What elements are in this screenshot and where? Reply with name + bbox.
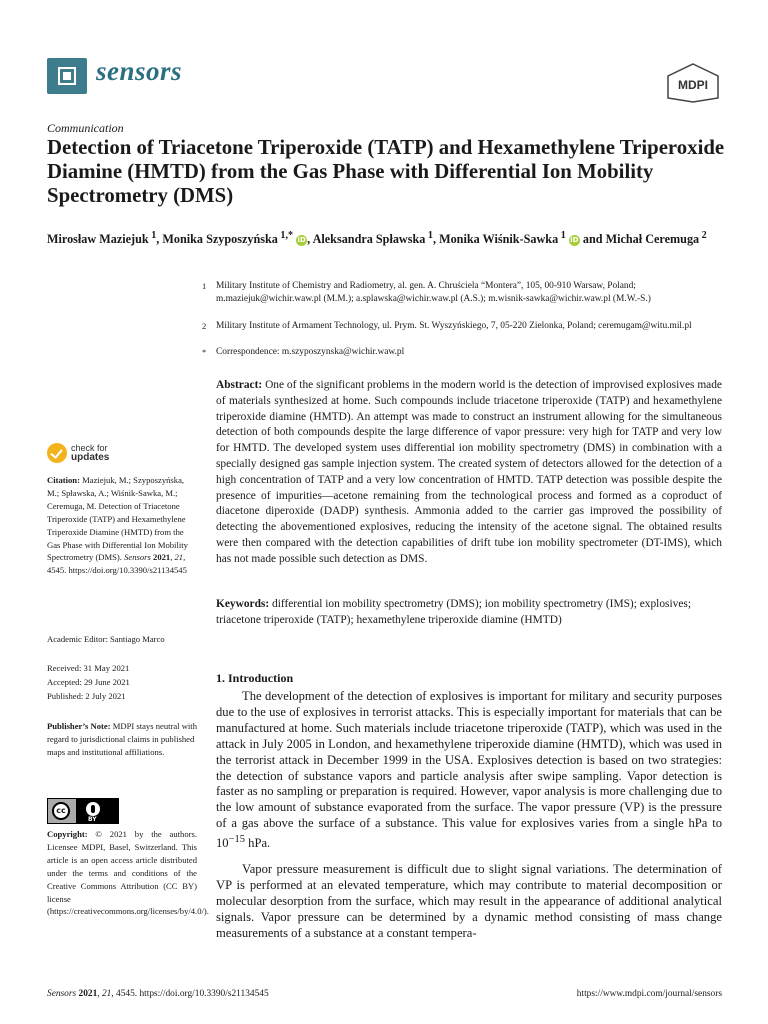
journal-logo (47, 58, 87, 94)
publisher-logo (666, 63, 720, 103)
accepted-date: Accepted: 29 June 2021 (47, 677, 130, 687)
intro-p1-unit: hPa. (245, 836, 271, 851)
chip-icon (58, 67, 76, 85)
citation-block: Citation: Maziejuk, M.; Szyposzyńska, M.; Spławska, A.; Wiśnik-Sawka, M.; Ceremuga, M. Detection of Triacetone Triperoxide (TATP) and Hexamethylene Triperoxide Diamine (HMTD) from the Gas Phase with Differential Ion Mobility Spectrometry (DMS). Sensors 2021, 21, 4545. https://doi.org/10.3390/s21134545 (47, 475, 188, 576)
cc-icon: cc (52, 802, 70, 820)
affiliation-text: Military Institute of Chemistry and Radiometry, al. gen. A. Chruściela “Montera”, 105, 00-910 Warsaw, Poland; m.maziejuk@wichir.waw.pl (M.M.); a.splawska@wichir.waw.pl (A.S.); m.wisnik-sawka@wichir.waw.pl (M.W.-S.) (216, 281, 651, 304)
keywords (216, 597, 722, 629)
citation-volume: 21 (174, 552, 184, 563)
citation-year: 2021 (153, 552, 171, 563)
article-type: Communication (47, 121, 124, 135)
affiliation-text: Military Institute of Armament Technology, ul. Prym. St. Wyszyńskiego, 7, 05-220 Zielonka, Poland; ceremugam@witu.mil.pl (216, 321, 692, 331)
copyright-text: © 2021 by the authors. Licensee MDPI, Basel, Switzerland. This article is an open access article distributed under the terms and conditions of the Creative Commons Attribution (CC BY) license (https://creativecommons.org/licenses/by/4.0/). (47, 829, 209, 917)
article-title: Detection of Triacetone Triperoxide (TATP) and Hexamethylene Triperoxide Diamine (HMTD) from the Gas Phase with Differential Ion Mobility Spectrometry (DMS) (47, 136, 725, 207)
by-label: BY (88, 816, 97, 823)
footer-citation: Sensors 2021, 21, 4545. https://doi.org/10.3390/s21134545 (47, 989, 269, 999)
abstract (216, 378, 722, 568)
author-affiliation-mark: 1 (558, 230, 566, 241)
exponent: −15 (228, 834, 246, 846)
section-heading: 1. Introduction (216, 671, 294, 685)
author-separator: , (307, 232, 313, 247)
cc-by-license-badge[interactable] (47, 798, 119, 824)
author-affiliation-mark: 1 (148, 230, 157, 241)
copyright-label: Copyright: (47, 829, 88, 839)
publisher-note (47, 720, 197, 759)
author-affiliation-mark: 1,* (277, 230, 294, 241)
abstract-text: One of the significant problems in the modern world is the detection of improvised explosives made of materials synthesized at home. Such compounds include triacetone triperoxide (TATP) and hexamethylene triperoxide diamine (HMTD). An attempt was made to construct an instrument allowing for the simultaneous detection of both compounds despite the large difference of vapor pressure: very high for TATP and very low for HMTD. The developed system uses differential ion mobility spectrometry (DMS) in combination with a specially designed gas sample injection system. The created system of detectors allowed for the detection of a high concentration of TATP and a very low concentration of HMTD. TATP detection was possible despite the presence of impurities—acetone remaining from the technological process and formed as a coproduct of diacetone diperoxide (DADP) synthesis. Ammonia added to the carrier gas improved the possibility of detecting the abovementioned explosives, reducing the intensity of the acetone signal. The obtained results were then compared with the detection capabilities of drift tube ion mobility spectrometer (DT-IMS), which has not made possible such detection as DMS. (216, 379, 722, 565)
intro-paragraph-1 (216, 689, 722, 852)
author-name: Monika Wiśnik-Sawka (439, 232, 559, 247)
abstract-label: Abstract: (216, 379, 263, 391)
correspondence (202, 346, 736, 359)
author-name: Michał Ceremuga (605, 232, 700, 247)
copyright-notice (47, 828, 209, 918)
footer-volume: 21 (101, 989, 112, 999)
footer-year: 2021 (78, 989, 98, 999)
author-affiliation-mark: 1 (425, 230, 433, 241)
keywords-text: differential ion mobility spectrometry (DMS); ion mobility spectrometry (IMS); explosives; triacetone triperoxide (TATP); hexamethylene triperoxide diamine (HMTD) (216, 598, 691, 626)
footer-doi[interactable]: , 4545. https://doi.org/10.3390/s21134545 (111, 989, 269, 999)
citation-doi[interactable]: , 4545. https://doi.org/10.3390/s21134545 (47, 552, 187, 576)
affiliation-text: Correspondence: m.szyposzynska@wichir.waw.pl (216, 347, 405, 357)
publisher-logo-text: MDPI (678, 78, 708, 92)
updates-line2: updates (71, 452, 110, 463)
affiliation-mark: 2 (202, 321, 207, 331)
citation-text: Maziejuk, M.; Szyposzyńska, M.; Spławska, A.; Wiśnik-Sawka, M.; Ceremuga, M. Detection of Triacetone Triperoxide (TATP) and Hexamethylene Triperoxide Diamine (HMTD) from the Gas Phase with Differential Ion Mobility Spectrometry (DMS). (47, 475, 188, 563)
citation-label: Citation: (47, 475, 80, 485)
orcid-icon[interactable]: iD (570, 235, 579, 244)
affiliation-mark: 1 (202, 281, 207, 291)
intro-paragraph-2: Vapor pressure measurement is difficult due to slight signal variations. The determination of VP is performed at an elevated temperature, which may contribute to material decomposition or molecular desorption from the surface, which may result in the appearance of additional analytical signals. Vapor pressure can be determined by a dynamic method consisting of mass change measurements of a substance at a constant tempera- (216, 862, 722, 940)
publisher-note-label: Publisher’s Note: (47, 721, 111, 731)
check-updates-icon (47, 443, 67, 463)
author-affiliation-mark: 2 (699, 230, 707, 241)
author-name: Mirosław Maziejuk (47, 232, 149, 247)
updates-line1: check for (71, 443, 108, 453)
affiliation-2 (202, 320, 736, 333)
author-list (47, 227, 737, 248)
academic-editor: Academic Editor: Santiago Marco (47, 634, 165, 644)
journal-name: sensors (96, 56, 183, 86)
affiliation-mark: * (202, 347, 207, 357)
publisher-note-text: MDPI stays neutral with regard to jurisdictional claims in published maps and institutional affiliations. (47, 721, 197, 757)
attribution-icon (86, 802, 100, 816)
author-separator: , (156, 232, 163, 247)
orcid-icon[interactable]: iD (297, 235, 306, 244)
keywords-label: Keywords: (216, 598, 270, 610)
author-name: Aleksandra Spławska (312, 232, 426, 247)
author-name: Monika Szyposzyńska (162, 232, 278, 247)
check-for-updates-button[interactable] (47, 440, 157, 466)
footer-url[interactable]: https://www.mdpi.com/journal/sensors (576, 989, 722, 999)
published-date: Published: 2 July 2021 (47, 691, 126, 701)
affiliation-1 (202, 280, 736, 306)
intro-p1-text: The development of the detection of explosives is important for military and security purposes due to the use of explosives in terrorist attacks. This is especially important for materials that can be manufactured at home. Such materials include triacetone triperoxide (TATP), which was used in the attack in July 2005 in London, and hexamethylene triperoxide diamine (HMTD), which was used in the terrorist attack in December 1999 in the USA. Explosives detection is based on two strategies: the detection of substance vapors and particle analysis after swipe sampling. Vapor detection is faster as no sampling or preparation is required. However, vapor analysis is more challenging due to the low amount of substance evaporated from the surface. The vapor pressure (VP) is the pressure of a gas above the surface of a substance. This value for explosives varies from a single hPa to 10 (216, 689, 722, 851)
citation-journal: Sensors (124, 552, 151, 563)
received-date: Received: 31 May 2021 (47, 663, 130, 673)
author-separator: , (432, 232, 440, 247)
footer-journal: Sensors (47, 989, 77, 999)
author-separator: and (579, 232, 606, 247)
